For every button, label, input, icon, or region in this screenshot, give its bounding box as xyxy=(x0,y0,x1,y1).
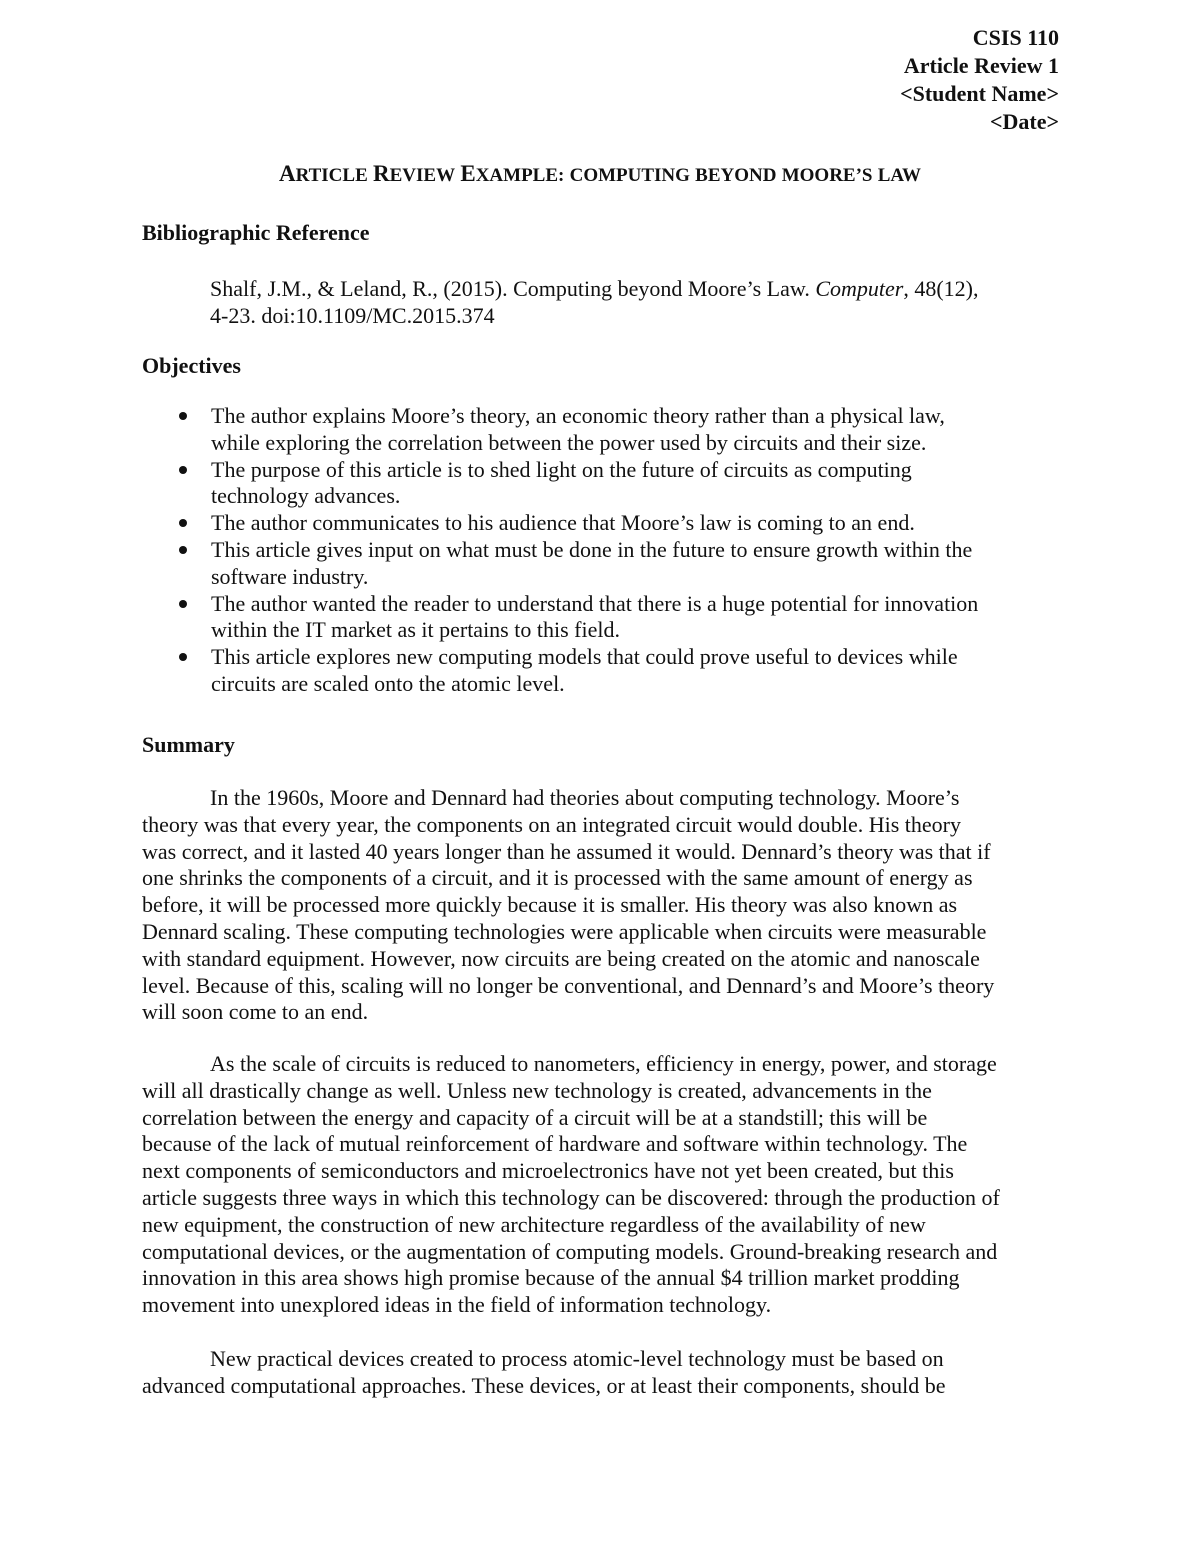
objective-item xyxy=(170,457,1050,511)
paragraph-line: before, it will be processed more quickly because it is smaller. His theory was also known as xyxy=(142,892,958,918)
objective-text-line: circuits are scaled onto the atomic level. xyxy=(211,670,565,696)
paragraph-line: will soon come to an end. xyxy=(142,999,369,1025)
objective-text-line: within the IT market as it pertains to this field. xyxy=(211,617,620,643)
paragraph-line: level. Because of this, scaling will no longer be conventional, and Dennard’s and Moore’s theory xyxy=(142,972,995,998)
objective-text-line: The author explains Moore’s theory, an economic theory rather than a physical law, xyxy=(211,403,945,428)
objectives-list xyxy=(170,403,1050,698)
objective-item xyxy=(170,403,1050,457)
reference-line-2: 4-23. doi:10.1109/MC.2015.374 xyxy=(210,303,495,328)
paragraph-line: correlation between the energy and capacity of a circuit will be at a standstill; this will be xyxy=(142,1104,928,1130)
bullet-icon xyxy=(179,546,187,554)
paragraph-line: innovation in this area shows high promise because of the annual $4 trillion market prodding xyxy=(142,1265,960,1291)
bullet-icon xyxy=(179,519,187,527)
reference-journal: Computer xyxy=(815,276,904,301)
paragraph-line: new equipment, the construction of new architecture regardless of the availability of new xyxy=(142,1211,926,1237)
header-block xyxy=(900,24,1059,136)
assignment-name: Article Review 1 xyxy=(903,53,1059,78)
summary-heading: Summary xyxy=(142,732,235,757)
objectives-heading: Objectives xyxy=(142,353,241,378)
paragraph-line: Dennard scaling. These computing technologies were applicable when circuits were measurable xyxy=(142,918,987,944)
objective-text-line: This article gives input on what must be done in the future to ensure growth within the xyxy=(211,536,973,562)
paragraph-line: article suggests three ways in which this technology can be discovered: through the production of xyxy=(142,1184,1000,1210)
summary-paragraph xyxy=(142,1346,1062,1400)
title-word: LAW xyxy=(877,165,922,186)
paragraph-line: was correct, and it lasted 40 years longer than he assumed it would. Dennard’s theory was that if xyxy=(142,838,991,864)
bullet-icon xyxy=(179,653,187,661)
objective-item xyxy=(170,591,1050,645)
title-word: EXAMPLE: xyxy=(460,161,565,186)
bullet-icon xyxy=(179,600,187,608)
title-word: BEYOND xyxy=(695,165,777,186)
reference-authors: Shalf, J.M., & Leland, R., (2015). Computing beyond Moore’s Law. xyxy=(210,276,816,301)
paragraph-line: one shrinks the components of a circuit, and it is processed with the same amount of energy as xyxy=(142,865,973,891)
objective-item xyxy=(170,537,1050,591)
paragraph-line: movement into unexplored ideas in the field of information technology. xyxy=(142,1292,772,1318)
paragraph-line: next components of semiconductors and microelectronics have not yet been created, but this xyxy=(142,1158,954,1184)
bullet-icon xyxy=(179,412,187,420)
bibliographic-heading: Bibliographic Reference xyxy=(142,220,370,245)
summary-paragraph xyxy=(142,785,1062,1026)
objective-text-line: while exploring the correlation between the power used by circuits and their size. xyxy=(211,429,927,455)
title-word: COMPUTING xyxy=(569,165,690,186)
reference-volume: , 48(12), xyxy=(903,276,979,301)
paragraph-line: New practical devices created to process atomic-level technology must be based on xyxy=(210,1346,944,1371)
course-code: CSIS 110 xyxy=(972,25,1059,50)
objective-text-line: The author communicates to his audience that Moore’s law is coming to an end. xyxy=(211,510,915,536)
paragraph-line: theory was that every year, the components on an integrated circuit would double. His theory xyxy=(142,811,961,837)
summary-paragraph xyxy=(142,1051,1062,1319)
objective-text-line: The author wanted the reader to understand that there is a huge potential for innovation xyxy=(211,590,979,616)
objective-item xyxy=(170,510,1050,537)
bibliographic-reference xyxy=(210,275,1070,329)
student-name: <Student Name> xyxy=(900,81,1059,106)
objective-text-line: The purpose of this article is to shed light on the future of circuits as computing xyxy=(211,456,912,482)
title-word: MOORE’S xyxy=(781,165,873,186)
paragraph-line: advanced computational approaches. These devices, or at least their components, should be xyxy=(142,1372,946,1398)
date-field: <Date> xyxy=(989,109,1059,134)
bullet-icon xyxy=(179,466,187,474)
objective-text-line: software industry. xyxy=(211,563,369,589)
reference-line-1 xyxy=(210,275,1070,302)
document-title xyxy=(0,160,1200,190)
paragraph-line: computational devices, or the augmentation of computing models. Ground-breaking research and xyxy=(142,1238,998,1264)
paragraph-line: will all drastically change as well. Unless new technology is created, advancements in the xyxy=(142,1077,932,1103)
paragraph-line: In the 1960s, Moore and Dennard had theories about computing technology. Moore’s xyxy=(210,785,960,810)
title-word: ARTICLE xyxy=(278,161,368,186)
paragraph-line: with standard equipment. However, now circuits are being created on the atomic and nanoscale xyxy=(142,945,980,971)
objective-text-line: This article explores new computing models that could prove useful to devices while xyxy=(211,644,958,670)
paragraph-line: As the scale of circuits is reduced to nanometers, efficiency in energy, power, and storage xyxy=(210,1051,997,1076)
title-word: REVIEW xyxy=(373,161,456,186)
objective-text-line: technology advances. xyxy=(211,483,401,509)
paragraph-line: because of the lack of mutual reinforcement of hardware and software within technology. The xyxy=(142,1131,968,1157)
objective-item xyxy=(170,644,1050,698)
